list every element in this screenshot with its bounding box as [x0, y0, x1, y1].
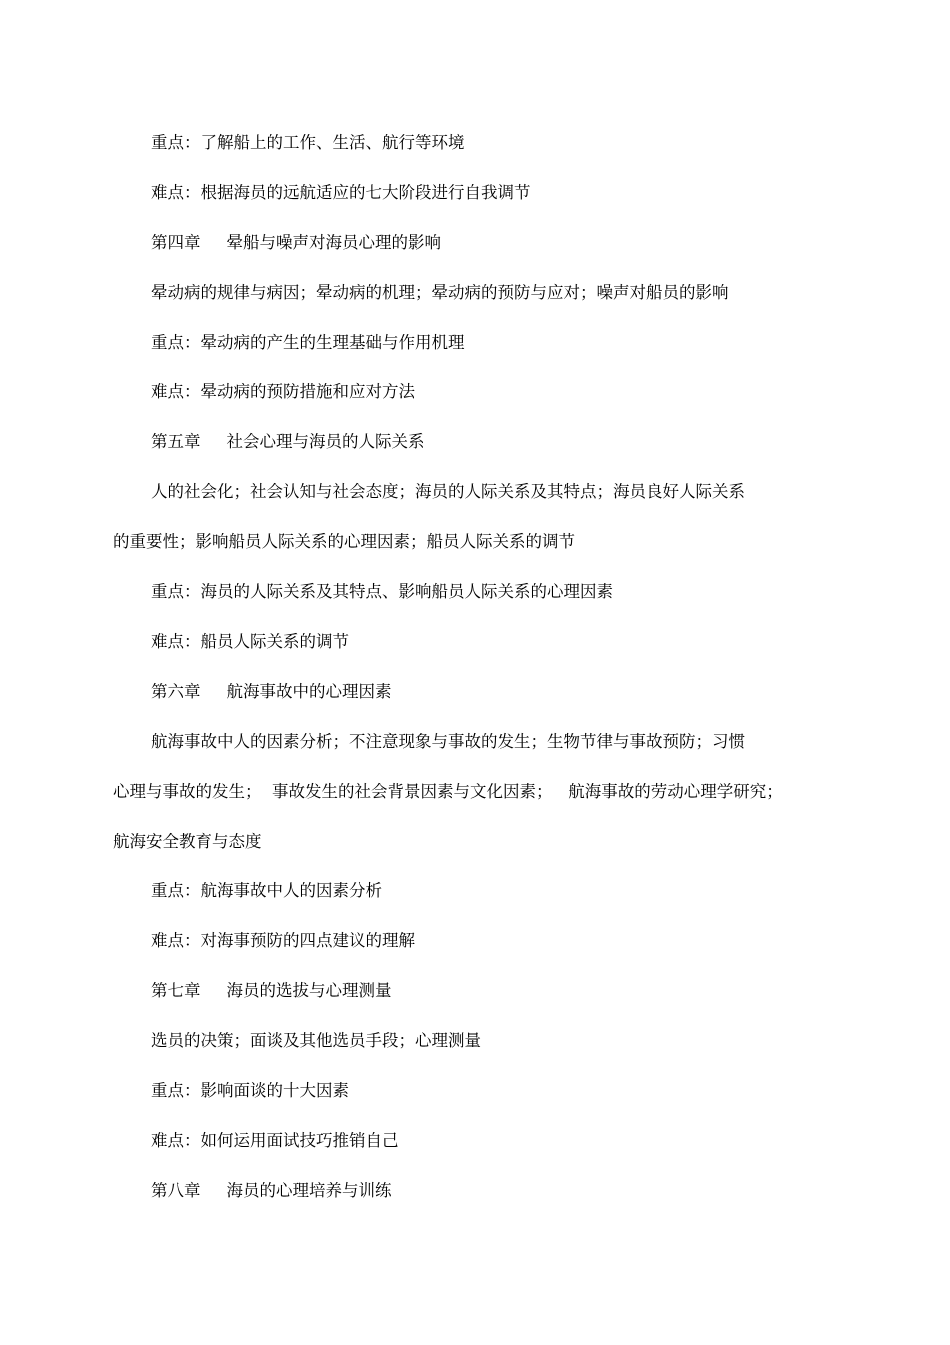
chapter-heading: 第六章 航海事故中的心理因素 [151, 682, 392, 701]
chapter-content: 航海事故中人的因素分析；不注意现象与事故的发生；生物节律与事故预防；习惯 [151, 732, 745, 751]
chapter-content-continued: 的重要性；影响船员人际关系的心理因素；船员人际关系的调节 [113, 532, 575, 551]
chapter-content: 选员的决策；面谈及其他选员手段；心理测量 [151, 1031, 481, 1050]
key-point-line: 重点：晕动病的产生的生理基础与作用机理 [151, 333, 465, 352]
chapter-content-continued: 心理与事故的发生； 事故发生的社会背景因素与文化因素； 航海事故的劳动心理学研究； [113, 782, 783, 801]
difficulty-line: 难点：晕动病的预防措施和应对方法 [151, 382, 415, 401]
difficulty-line: 难点：船员人际关系的调节 [151, 632, 349, 651]
difficulty-line: 难点：对海事预防的四点建议的理解 [151, 931, 415, 950]
chapter-content: 晕动病的规律与病因；晕动病的机理；晕动病的预防与应对；噪声对船员的影响 [151, 283, 729, 302]
chapter-heading: 第七章 海员的选拔与心理测量 [151, 981, 392, 1000]
chapter-content: 人的社会化；社会认知与社会态度；海员的人际关系及其特点；海员良好人际关系 [151, 482, 745, 501]
chapter-content-continued: 航海安全教育与态度 [113, 832, 262, 851]
chapter-heading: 第五章 社会心理与海员的人际关系 [151, 432, 425, 451]
key-point-line: 重点：影响面谈的十大因素 [151, 1081, 349, 1100]
key-point-line: 重点：航海事故中人的因素分析 [151, 881, 382, 900]
chapter-heading: 第八章 海员的心理培养与训练 [151, 1181, 392, 1200]
difficulty-line: 难点：根据海员的远航适应的七大阶段进行自我调节 [151, 183, 531, 202]
difficulty-line: 难点：如何运用面试技巧推销自己 [151, 1131, 399, 1150]
key-point-line: 重点：了解船上的工作、生活、航行等环境 [151, 133, 465, 152]
chapter-heading: 第四章 晕船与噪声对海员心理的影响 [151, 233, 441, 252]
key-point-line: 重点：海员的人际关系及其特点、影响船员人际关系的心理因素 [151, 582, 613, 601]
